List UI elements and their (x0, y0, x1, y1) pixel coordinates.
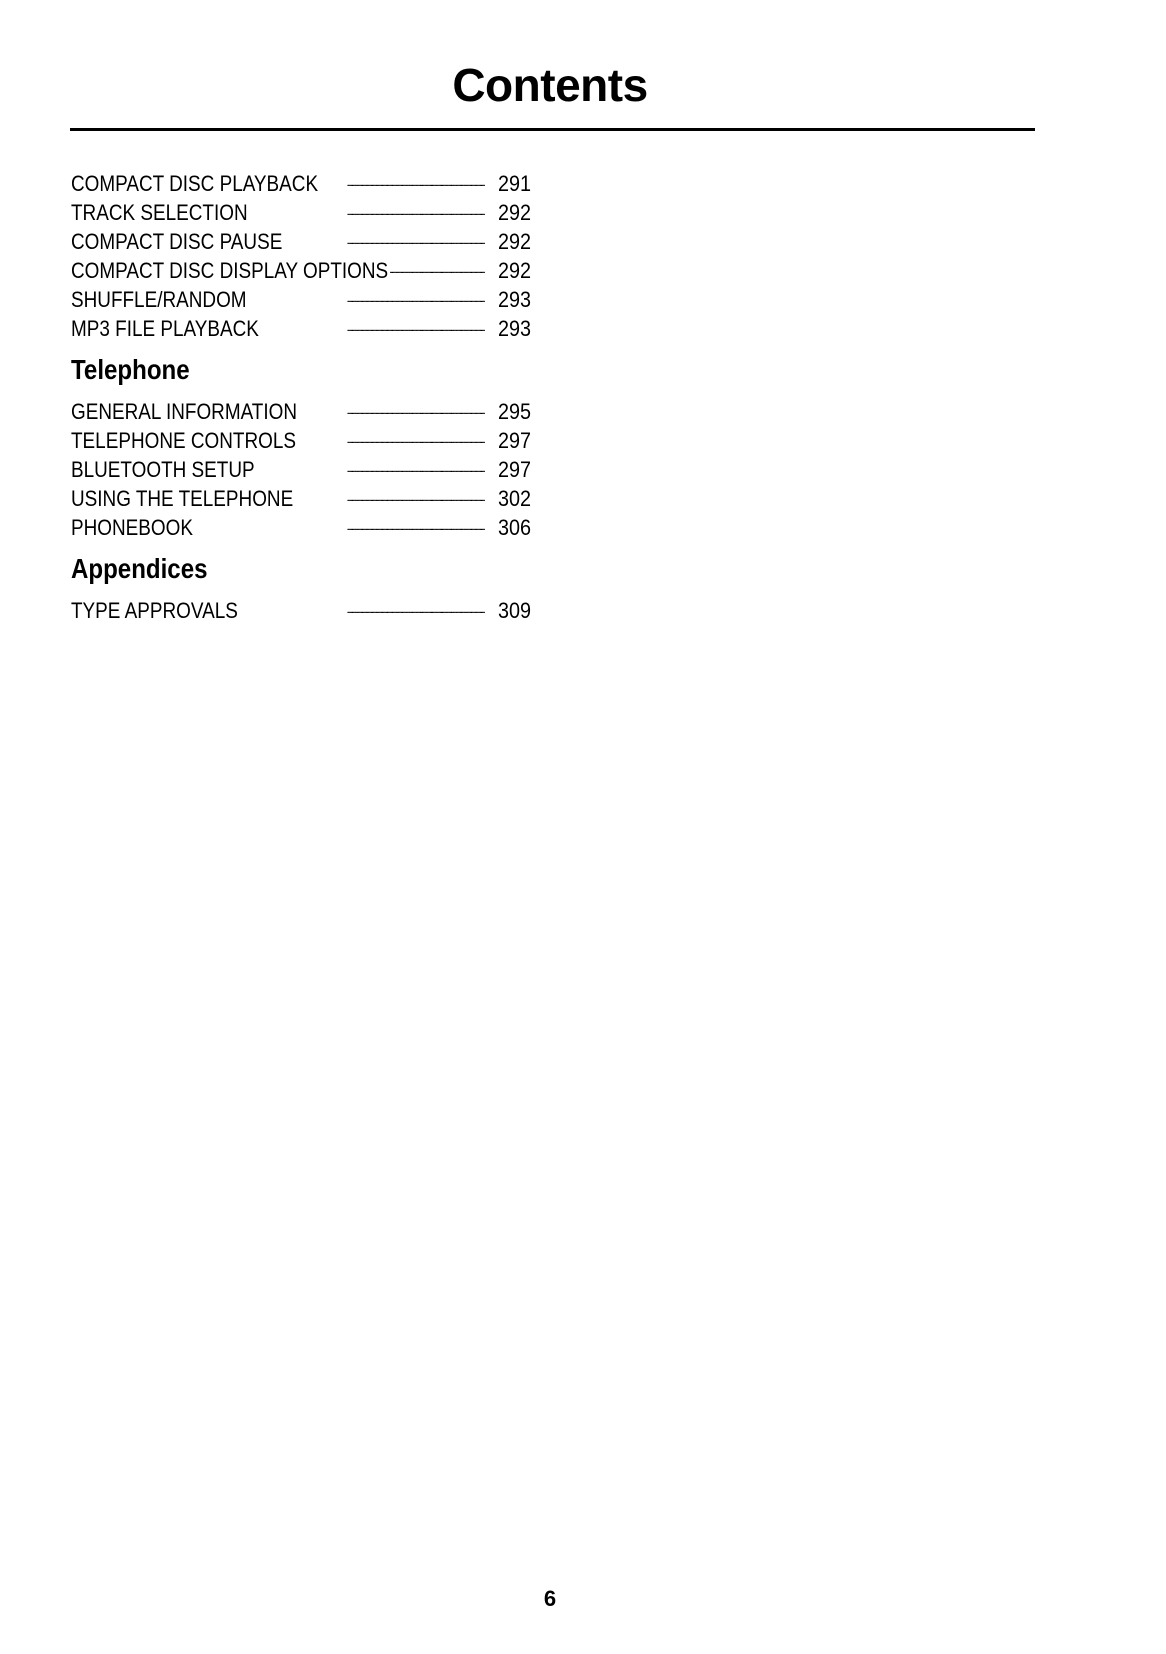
dot-leader (295, 477, 485, 506)
dot-leader (298, 419, 485, 448)
section-heading: Appendices (71, 553, 208, 584)
toc-entry-label: TYPE APPROVALS (71, 598, 238, 623)
toc-entry-page: 291 (497, 171, 531, 196)
dot-leader (249, 278, 485, 307)
toc-entry[interactable] (71, 589, 531, 623)
toc-entry-label: TELEPHONE CONTROLS (71, 428, 296, 453)
section-heading: Telephone (71, 354, 190, 385)
title-rule (70, 128, 1035, 131)
toc-entry-label: SHUFFLE/RANDOM (71, 287, 247, 312)
toc-entry-page: 306 (497, 515, 531, 540)
toc-entry-page: 293 (497, 287, 531, 312)
dot-leader (261, 307, 485, 336)
dot-leader (299, 390, 485, 419)
toc-entry-label: PHONEBOOK (71, 515, 193, 540)
dot-leader (240, 589, 485, 618)
dot-leader (390, 249, 485, 278)
toc-section-telephone (71, 354, 531, 540)
toc-entry[interactable] (71, 162, 531, 196)
page-title: Contents (452, 59, 648, 111)
toc-entry-page: 302 (497, 486, 531, 511)
toc-entry-label: MP3 FILE PLAYBACK (71, 316, 259, 341)
toc-entry-label: COMPACT DISC PLAYBACK (71, 171, 319, 196)
toc-entry-page: 292 (497, 229, 531, 254)
toc-section-appendices (71, 553, 531, 623)
toc-entry-page: 297 (497, 457, 531, 482)
toc-entry-page: 297 (497, 428, 531, 453)
dot-leader (320, 162, 485, 191)
toc-entry-label: TRACK SELECTION (71, 200, 248, 225)
dot-leader (250, 191, 485, 220)
toc-entry-label: COMPACT DISC PAUSE (71, 229, 283, 254)
toc-entry-label: GENERAL INFORMATION (71, 399, 298, 424)
toc-entry-page: 295 (497, 399, 531, 424)
table-of-contents (71, 162, 531, 623)
toc-entry-label: BLUETOOTH SETUP (71, 457, 255, 482)
toc-entry-page: 292 (497, 200, 531, 225)
dot-leader (195, 506, 485, 535)
toc-entry-page: 292 (497, 258, 531, 283)
toc-entry-label: COMPACT DISC DISPLAY OPTIONS (71, 258, 389, 283)
page-number: 6 (543, 1586, 557, 1611)
toc-entry[interactable] (71, 390, 531, 424)
toc-entry-label: USING THE TELEPHONE (71, 486, 294, 511)
dot-leader (257, 448, 485, 477)
toc-entry-page: 293 (497, 316, 531, 341)
dot-leader (284, 220, 485, 249)
toc-entry-page: 309 (497, 598, 531, 623)
toc-section-audio (71, 162, 531, 341)
